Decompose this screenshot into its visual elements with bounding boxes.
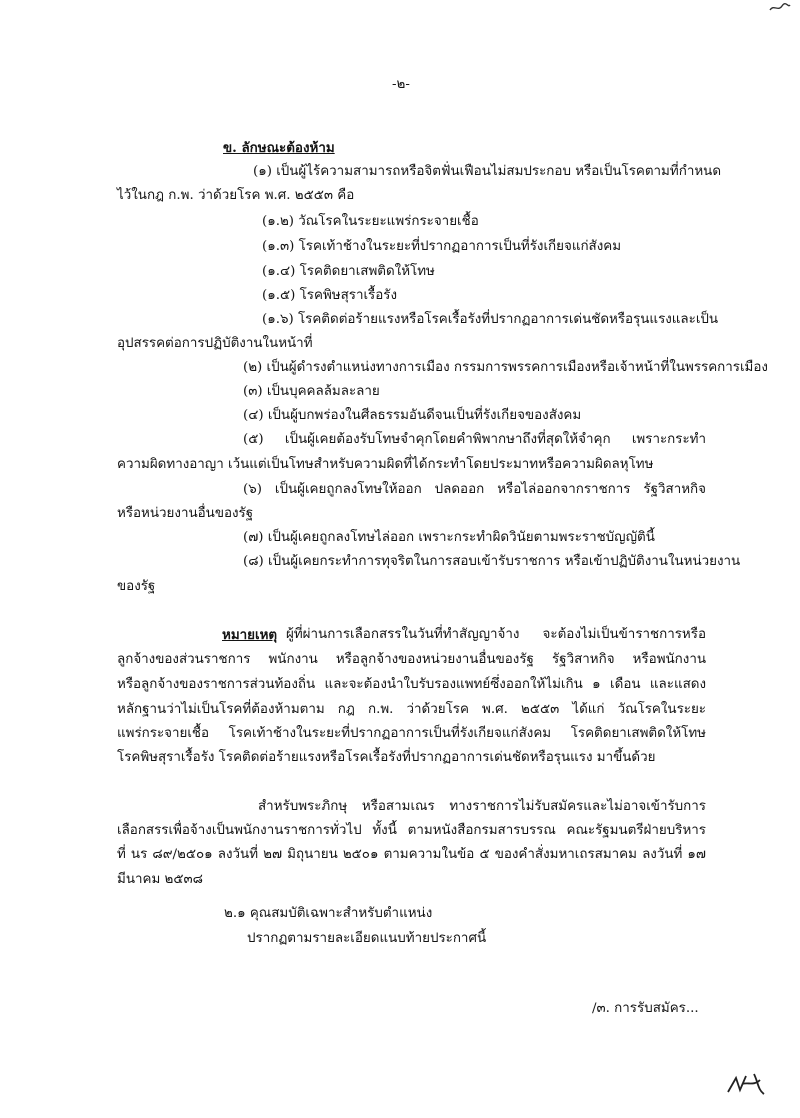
note-line-6: โรคพิษสุราเรื้อรัง โรคติดต่อร้ายแรงหรือโรคเรื้อรังที่ปรากฏอาการเด่นชัดหรือรุนแรง มาขึ้นด้วย (117, 750, 656, 765)
item-6-line-1: (๖) เป็นผู้เคยถูกลงโทษให้ออก ปลดออก หรือไล่ออกจากราชการ รัฐวิสาหกิจ (243, 482, 706, 497)
page-number: -๒- (392, 77, 410, 92)
item-8-line-1: (๘) เป็นผู้เคยกระทำการทุจริตในการสอบเข้ารับราชการ หรือเข้าปฏิบัติงานในหน่วยงาน (243, 554, 741, 569)
note-line-4: หลักฐานว่าไม่เป็นโรคที่ต้องห้ามตาม กฎ ก.พ. ว่าด้วยโรค พ.ศ. ๒๕๕๓ ได้แก่ วัณโรคในระยะ (117, 702, 706, 717)
item-4: (๔) เป็นผู้บกพร่องในศีลธรรมอันดีจนเป็นที่รังเกียจของสังคม (243, 408, 582, 423)
item-5-line-2: ความผิดทางอาญา เว้นแต่เป็นโทษสำหรับความผิดที่ได้กระทำโดยประมาทหรือความผิดลหุโทษ (117, 457, 654, 472)
sub-item-1-2: (๑.๒) วัณโรคในระยะแพร่กระจายเชื้อ (262, 214, 479, 229)
sub-item-1-3: (๑.๓) โรคเท้าช้างในระยะที่ปรากฏอาการเป็นที่รังเกียจแก่สังคม (262, 239, 622, 254)
monk-line-3: ที่ นร ๘๙/๒๕๐๑ ลงวันที่ ๒๗ มิถุนายน ๒๕๐๑ ตามความในข้อ ๕ ของคำสั่งมหาเถรสมาคม ลงวันที่ ๑๗ (117, 847, 706, 862)
sub-item-1-5: (๑.๕) โรคพิษสุราเรื้อรัง (262, 288, 398, 303)
section-2-1-body: ปรากฏตามรายละเอียดแนบท้ายประกาศนี้ (247, 931, 487, 946)
scan-mark-icon (768, 2, 792, 14)
sub-item-1-6-line-1: (๑.๖) โรคติดต่อร้ายแรงหรือโรคเรื้อรังที่ปรากฏอาการเด่นชัดหรือรุนแรงและเป็น (262, 312, 719, 327)
sub-item-1-4: (๑.๔) โรคติดยาเสพติดให้โทษ (262, 264, 435, 279)
item-8-line-2: ของรัฐ (117, 579, 156, 594)
note-line-2: ลูกจ้างของส่วนราชการ พนักงาน หรือลูกจ้างของหน่วยงานอื่นของรัฐ รัฐวิสาหกิจ หรือพนักงาน (117, 652, 706, 667)
section-heading: ข. ลักษณะต้องห้าม (223, 140, 335, 156)
note-line-5: แพร่กระจายเชื้อ โรคเท้าช้างในระยะที่ปรากฏอาการเป็นที่รังเกียจแก่สังคม โรคติดยาเสพติดให้โทษ (117, 726, 706, 741)
item-2: (๒) เป็นผู้ดำรงตำแหน่งทางการเมือง กรรมการพรรคการเมืองหรือเจ้าหน้าที่ในพรรคการเมือง (243, 360, 768, 375)
sub-item-1-6-line-2: อุปสรรคต่อการปฏิบัติงานในหน้าที่ (117, 336, 313, 351)
section-2-1-title: ๒.๑ คุณสมบัติเฉพาะสำหรับตำแหน่ง (224, 906, 433, 921)
continuation-marker: /๓. การรับสมัคร... (592, 1001, 699, 1016)
item-3: (๓) เป็นบุคคลล้มละลาย (243, 384, 380, 399)
initials-scribble-icon (724, 1068, 768, 1100)
note-line-3: หรือลูกจ้างของราชการส่วนท้องถิ่น และจะต้องนำใบรับรองแพทย์ซึ่งออกให้ไม่เกิน ๑ เดือน และแสดง (117, 677, 706, 692)
note-label: หมายเหตุ (222, 627, 278, 643)
item-1-line-2: ไว้ในกฎ ก.พ. ว่าด้วยโรค พ.ศ. ๒๕๕๓ คือ (117, 188, 355, 203)
note-line-1: ผู้ที่ผ่านการเลือกสรรในวันที่ทำสัญญาจ้าง จะต้องไม่เป็นข้าราชการหรือ (286, 627, 706, 642)
item-6-line-2: หรือหน่วยงานอื่นของรัฐ (117, 506, 254, 521)
item-1-line-1: (๑) เป็นผู้ไร้ความสามารถหรือจิตฟั่นเฟือนไม่สมประกอบ หรือเป็นโรคตามที่กำหนด (253, 164, 722, 179)
monk-line-1: สำหรับพระภิกษุ หรือสามเณร ทางราชการไม่รับสมัครและไม่อาจเข้ารับการ (258, 799, 706, 814)
monk-line-4: มีนาคม ๒๕๓๘ (117, 872, 203, 887)
monk-line-2: เลือกสรรเพื่อจ้างเป็นพนักงานราชการทั่วไป ทั้งนี้ ตามหนังสือกรมสารบรรณ คณะรัฐมนตรีฝ่ายบริหาร (117, 823, 706, 838)
item-7: (๗) เป็นผู้เคยถูกลงโทษไล่ออก เพราะกระทำผิดวินัยตามพระราชบัญญัตินี้ (243, 530, 655, 545)
item-5-line-1: (๕) เป็นผู้เคยต้องรับโทษจำคุกโดยคำพิพากษาถึงที่สุดให้จำคุก เพราะกระทำ (243, 432, 706, 447)
